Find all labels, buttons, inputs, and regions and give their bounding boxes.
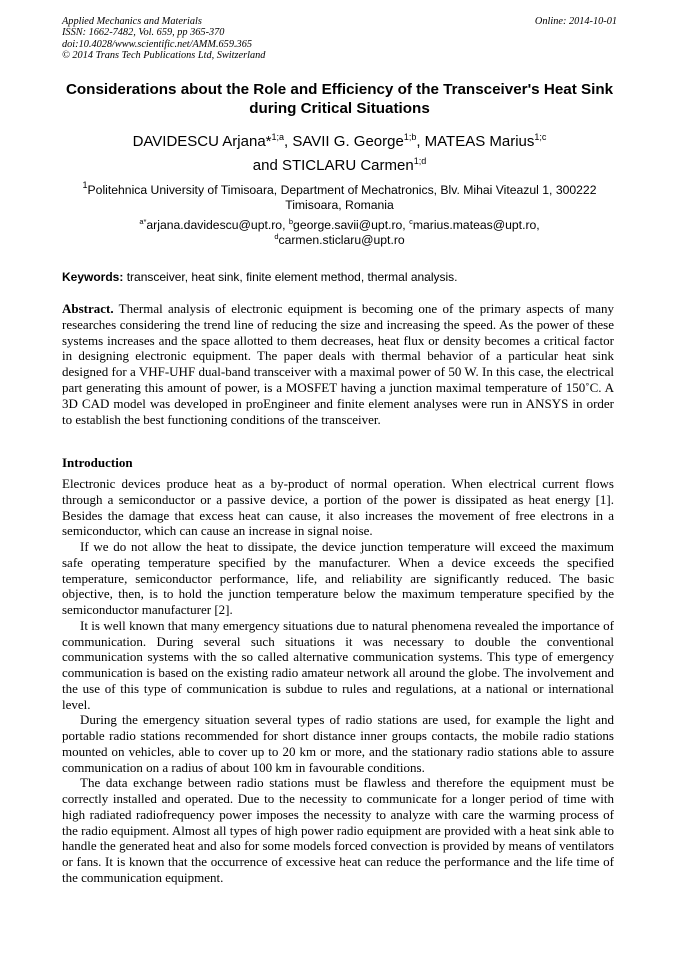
- author-affiliation-mark: 1;d: [413, 156, 427, 166]
- author-emails: [62, 218, 617, 248]
- author-name: and STICLARU Carmen: [252, 157, 414, 174]
- author-name: , SAVII G. George: [284, 133, 404, 150]
- journal-name: Applied Mechanics and Materials: [62, 16, 202, 27]
- keywords: [62, 270, 617, 285]
- section-heading: Introduction: [62, 455, 133, 470]
- email-address: george.savii@upt.ro,: [293, 218, 410, 232]
- copyright-line: © 2014 Trans Tech Publications Ltd, Switzerland: [62, 50, 266, 62]
- paragraph: During the emergency situation several types of radio stations are used, for example the light and portable radio stations recommended for short distance inner groups contacts, the mobile radio stations mounted on vehicles, able to cover up to 20 km or more, and the stationary radio stations able to assure communication on a radius of about 100 km in favourable conditions.: [62, 712, 614, 775]
- doi-line: doi:10.4028/www.scientific.net/AMM.659.365: [62, 38, 252, 50]
- affiliation-line: Timisoara, Romania: [285, 198, 394, 212]
- email-mark: b: [288, 217, 294, 226]
- affiliation: [62, 180, 617, 213]
- paragraph: If we do not allow the heat to dissipate, the device junction temperature will exceed the maximum safe operating temperature specified by the manufacturer. When a device exceeds the specified temperature, semiconductor performance, life, and reliability are significantly reduced. The basic objective, then, is to hold the junction temperature below the maximum temperature specified by the semiconductor manufacturer [2].: [62, 539, 614, 617]
- paragraph: It is well known that many emergency situations due to natural phenomena revealed the importance of communication. During several such situations it was necessary to double the conventional communication systems with the so called alternative communication systems. This type of emergency communication is based on the existing radio amateur network all around the globe. The involvement and the use of this type of communication is subdue to rules and regulations, at a national or international level.: [62, 617, 614, 712]
- email-address: marius.mateas@upt.ro,: [412, 218, 540, 232]
- paragraph: Electronic devices produce heat as a by-product of normal operation. When electrical current flows through a semiconductor or a passive device, a portion of the power is dissipated as heat energy [1]. Besides the damage that excess heat can cause, it also increases the movement of free electrons in a semiconductor, which can cause an increase in signal noise.: [62, 476, 614, 539]
- journal-header: [62, 16, 617, 62]
- issn-line: ISSN: 1662-7482, Vol. 659, pp 365-370: [62, 27, 225, 39]
- online-date: Online: 2014-10-01: [534, 16, 617, 27]
- author-name: , MATEAS Marius: [416, 133, 535, 150]
- affiliation-line: Politehnica University of Timisoara, Department of Mechatronics, Blv. Mihai Viteazul 1, 300222: [87, 183, 597, 197]
- author-affiliation-mark: 1;b: [403, 132, 417, 142]
- email-mark: a*: [139, 217, 147, 226]
- introduction-body: [62, 476, 614, 886]
- keywords-text: transceiver, heat sink, finite element method, thermal analysis.: [123, 270, 458, 284]
- email-mark: d: [274, 232, 279, 241]
- email-mark: c: [409, 217, 413, 226]
- keywords-label: Keywords:: [62, 270, 124, 284]
- author-affiliation-mark: 1;a: [271, 132, 285, 142]
- paragraph: The data exchange between radio stations must be flawless and therefore the equipment must be correctly installed and operated. Due to the necessity to communicate for a longer period of time with high radiated radiofrequency power imposes the necessity to analyze with care the warming process of the radio equipment. Almost all types of high power radio equipment are provided with a heat sink able to handle the generated heat and also for some models forced convection is provided by means of ventilators or fans. It is known that the occurrence of excessive heat can reduce the performance and the life time of the communication equipment.: [62, 775, 614, 885]
- abstract-label: Abstract.: [62, 301, 114, 316]
- author-affiliation-mark: 1;c: [534, 132, 547, 142]
- email-address: arjana.davidescu@upt.ro,: [146, 218, 289, 232]
- author-list: [62, 130, 617, 178]
- author-name: DAVIDESCU Arjana*: [132, 133, 272, 150]
- paper-title: Considerations about the Role and Efficiency of the Transceiver's Heat Sink during Critical Situations: [65, 81, 614, 117]
- abstract: [62, 301, 614, 427]
- email-address: carmen.sticlaru@upt.ro: [278, 233, 405, 247]
- affiliation-mark: 1: [82, 180, 88, 190]
- abstract-text: Thermal analysis of electronic equipment is becoming one of the primary aspects of many researches considering the trend line of reducing the size and increasing the speed. As the power of these systems increases and the space allotted to them decreases, heat flux or density becomes a critical factor in designing electronic equipment. The paper deals with thermal behavior of a particular heat sink designed for a VHF-UHF dual-band transceiver with a maximal power of 50 W. In this case, the electrical part generating this amount of power, is a MOSFET having a junction maximal temperature of 150˚C. A 3D CAD model was developed in proEngineer and finite element analyses were run in ANSYS in order to establish the best functioning conditions of the transceiver.: [62, 301, 614, 427]
